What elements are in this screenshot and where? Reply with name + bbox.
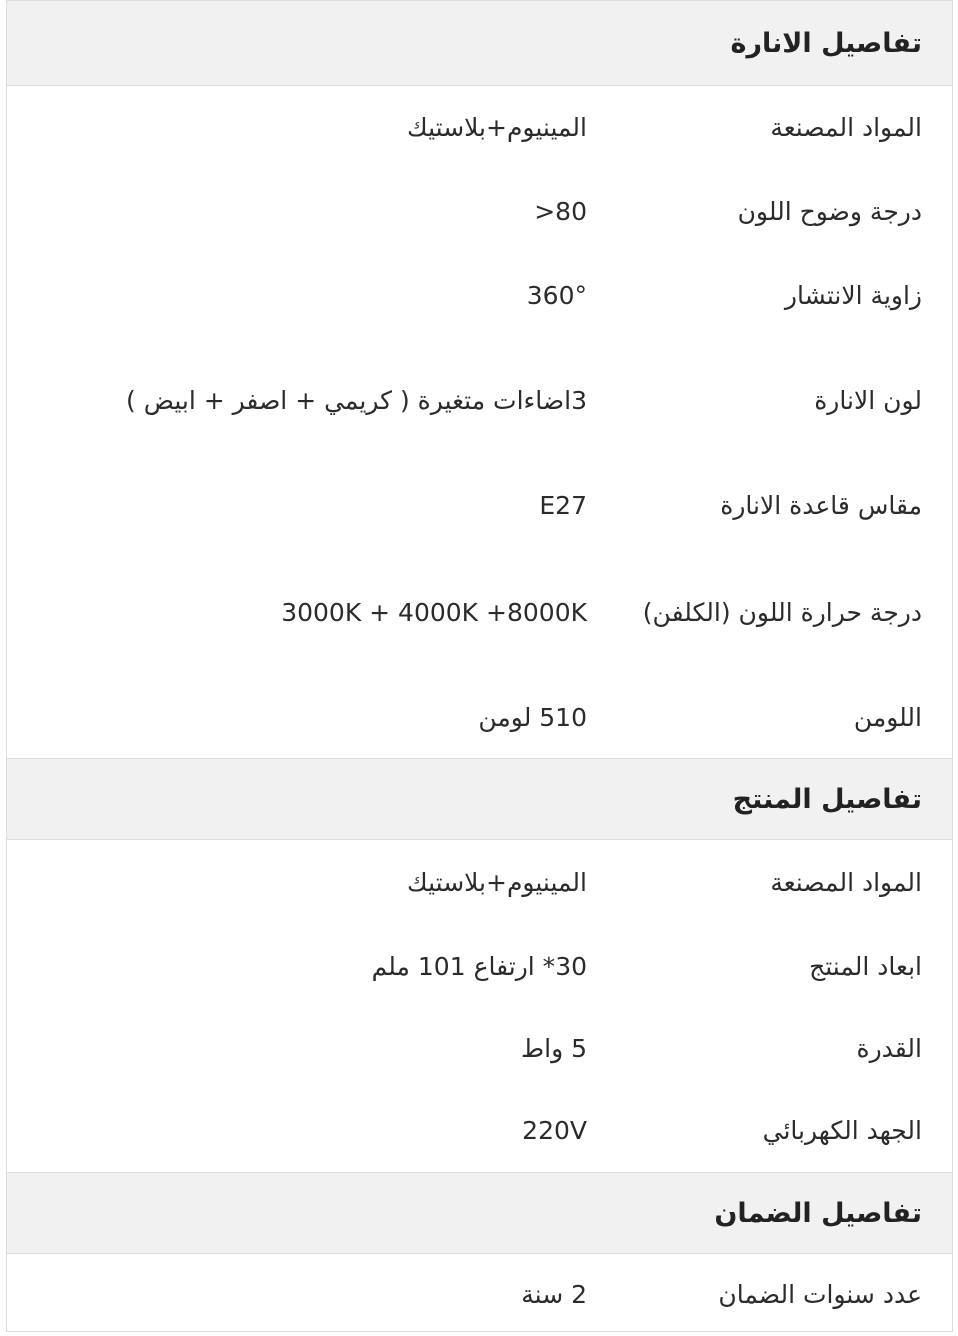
- section-title: تفاصيل الضمان: [714, 1197, 922, 1229]
- section-rows-warranty: [7, 1254, 952, 1336]
- spec-value-text: E27: [539, 491, 587, 520]
- spec-row-color-temperature: [7, 548, 952, 678]
- spec-value: [7, 191, 587, 233]
- spec-value: المينيوم+بلاستيك: [407, 868, 587, 897]
- spec-label: لون الانارة: [814, 386, 922, 415]
- spec-label: المواد المصنعة: [770, 868, 922, 897]
- spec-label: المواد المصنعة: [770, 113, 922, 142]
- spec-label: عدد سنوات الضمان: [718, 1280, 922, 1309]
- spec-value-text: 360°: [526, 281, 587, 310]
- spec-value: 2 سنة: [521, 1280, 587, 1309]
- spec-row-warranty-years: [7, 1254, 952, 1336]
- spec-value: [7, 592, 587, 634]
- spec-label: زاوية الانتشار: [784, 281, 922, 310]
- spec-value-text: >80: [534, 197, 587, 226]
- section-title: تفاصيل المنتج: [732, 783, 922, 815]
- spec-value: [7, 1110, 587, 1152]
- section-rows-product: [7, 840, 952, 1172]
- spec-value-text: 3000K + 4000K +8000K: [281, 598, 587, 627]
- spec-label: درجة وضوح اللون: [737, 197, 922, 226]
- section-rows-lighting: [7, 86, 952, 758]
- spec-label: مقاس قاعدة الانارة: [720, 491, 922, 520]
- spec-value: [7, 485, 587, 527]
- spec-value: 30* ارتفاع 101 ملم: [371, 952, 587, 981]
- spec-row-light-color: [7, 338, 952, 464]
- spec-value: المينيوم+بلاستيك: [407, 113, 587, 142]
- spec-row-dimensions: [7, 926, 952, 1008]
- spec-label: ابعاد المنتج: [809, 952, 922, 981]
- spec-label: اللومن: [853, 703, 922, 732]
- spec-row-base-size: [7, 464, 952, 548]
- spec-value-text: 220V: [522, 1116, 587, 1145]
- section-header-product: [7, 758, 952, 840]
- spec-label: القدرة: [856, 1034, 922, 1063]
- section-title: تفاصيل الانارة: [730, 27, 922, 59]
- spec-row-material: [7, 86, 952, 170]
- spec-value: 5 واط: [521, 1034, 587, 1063]
- spec-row-power: [7, 1008, 952, 1090]
- spec-row-beam-angle: [7, 254, 952, 338]
- spec-row-voltage: [7, 1090, 952, 1172]
- spec-value: 510 لومن: [478, 703, 587, 732]
- spec-row-material: [7, 840, 952, 926]
- spec-row-color-rendering: [7, 170, 952, 254]
- spec-row-lumen: [7, 678, 952, 758]
- section-header-warranty: [7, 1172, 952, 1254]
- spec-value: [7, 275, 587, 317]
- spec-label: الجهد الكهربائي: [762, 1116, 922, 1145]
- section-header-lighting: [7, 0, 952, 86]
- spec-label: درجة حرارة اللون (الكلفن): [642, 598, 922, 627]
- specifications-table: [6, 0, 953, 1332]
- spec-value: 3اضاءات متغيرة ( كريمي + اصفر + ابيض ): [126, 386, 587, 415]
